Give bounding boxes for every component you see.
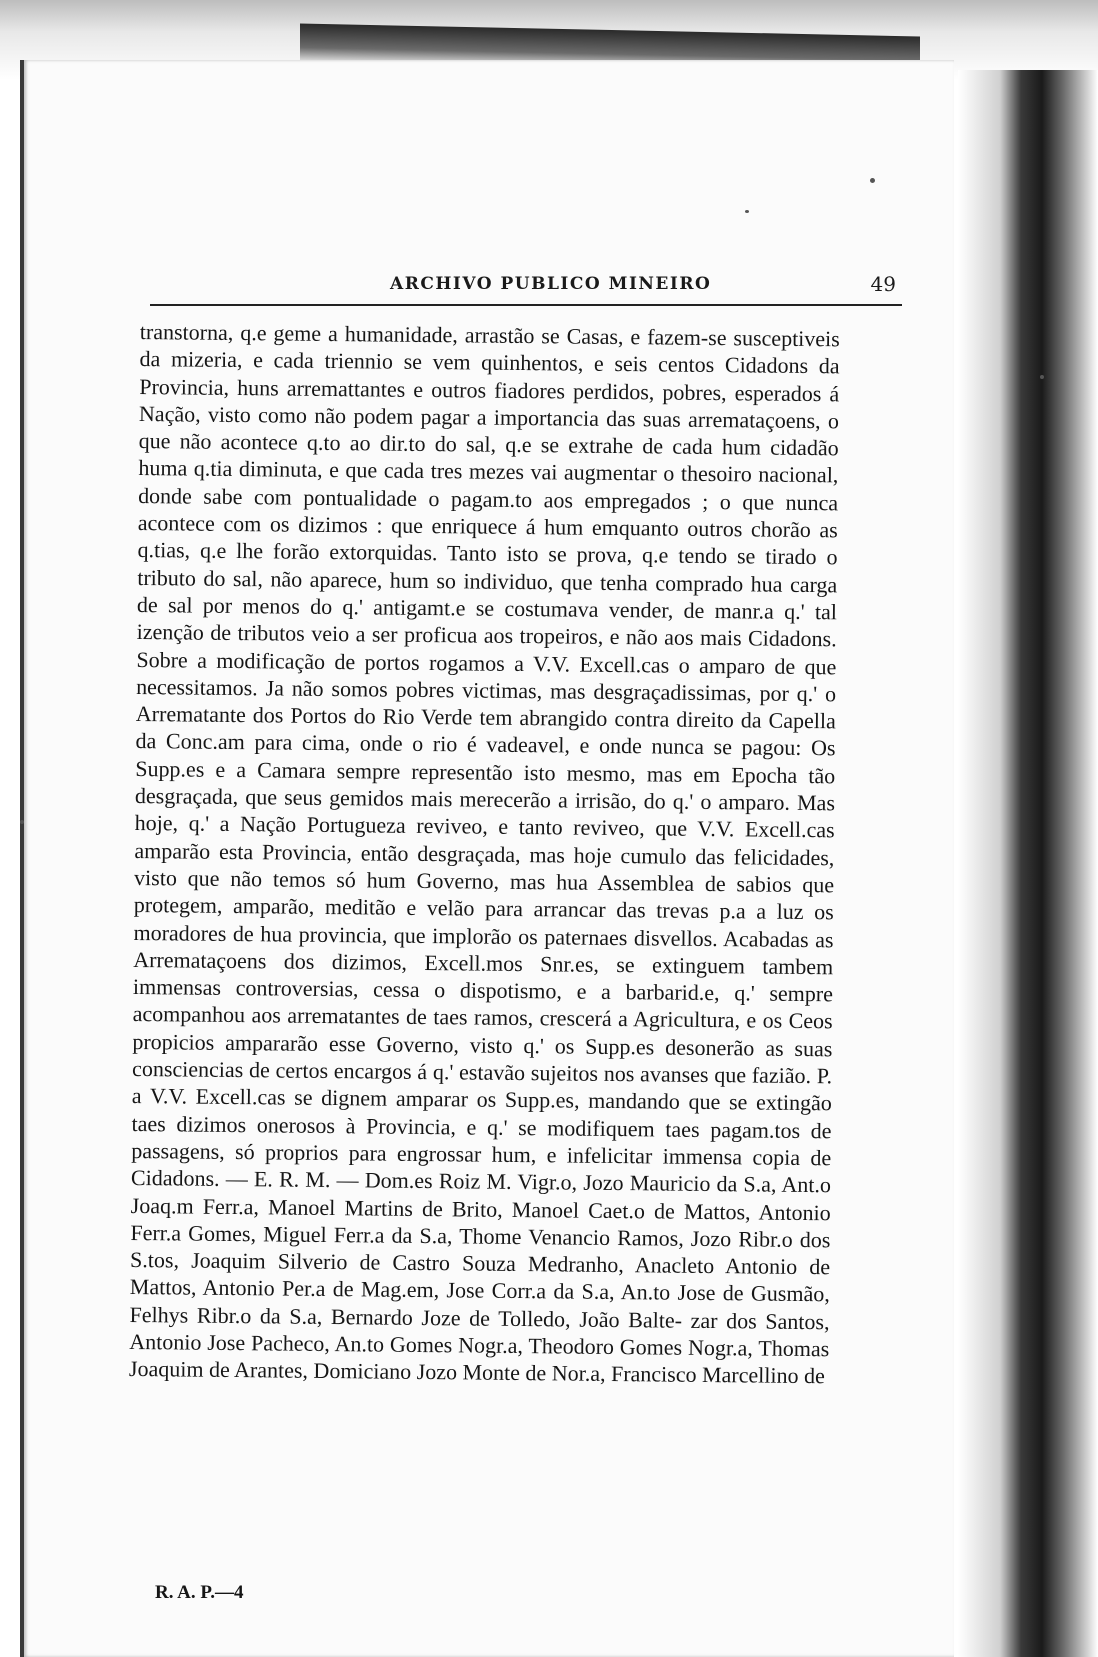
body-paragraph: transtorna, q.e geme a humanidade, arrastão se Casas, e fazem-se susceptiveis da mizeria, e cada triennio se vem quinhentos, e seis centos Cidadons da Provincia, huns arremattantes e outros fiadores perdidos, pobres, esperados á Nação, visto como não podem pagar a importancia das suas arremataçoens, o que não acontece q.to ao dir.to do sal, q.e se extrahe de cada hum cidadão huma q.tia diminuta, e que cada tres mezes vai augmentar o thesoiro nacional, donde sabe com pontualidade o pagam.to aos empregados ; o que nunca acontece com os dizimos : que enriquece á hum emquanto outros chorão as q.tias, q.e lhe forão extorquidas. Tanto isto se prova, q.e tendo se tirado o tributo do sal, não aparece, hum so individuo, que tenha comprado hua carga de sal por menos do q.' antigamt.e se costumava vender, de manr.a q.' tal izenção de tributos veio a ser proficua aos tropeiros, e não aos mais Cidadons. Sobre a modificação de portos rogamos a V.V. Excell.cas o amparo de que necessitamos. Ja não somos pobres victimas, mas desgraçadissimas, por q.' o Arrematante dos Portos do Rio Verde tem abrangido contra direito da Capella da Conc.am para cima, onde o rio é vadeavel, e onde nunca se pagou: Os Supp.es e a Camara sempre representão isto mesmo, mas em Epocha tão desgraçada, que seus gemidos mais merecerão a irrisão, do q.' o amparo. Mas hoje, q.' a Nação Portugueza reviveo, e tanto reviveo, que V.V. Excell.cas amparão esta Provincia, então desgraçada, mas hoje cumulo das felicidades, visto que não temos só hum Governo, mas hua Assemblea de sabios que protegem, amparão, meditão e velão para arrancar das trevas p.a a luz os moradores de hua provincia, que implorão os paternaes disvellos. Acabadas as Arremataçoens dos dizimos, Excell.mos Snr.es, se extinguem tambem immensas controversias, cessa o dispotismo, e a barbarid.e, q.' sempre acompanhou aos arrematantes de taes ramos, crescerá a Agricultura, e os Ceos propicios ampararão esse Governo, visto q.' os Supp.es desonerão as suas consciencias de certos encargos á q.' estavão sujeitos nos avanses que fazião. P. a V.V. Excell.cas se dignem amparar os Supp.es, mandando que se extingão taes dizimos onerosos à Provincia, e q.' se modifiquem taes pagam.tos de passagens, só proprios para engrossar hum, e infelicitar immensa copia de Cidadons. — E. R. M. — Dom.es Roiz M. Vigr.o, Jozo Mauricio da S.a, Ant.o Joaq.m Ferr.a, Manoel Martins de Brito, Manoel Caet.o de Mattos, Antonio Ferr.a Gomes, Miguel Ferr.a da S.a, Thome Venancio Ramos, Jozo Ribr.o dos S.tos, Joaquim Silverio de Castro Souza Medranho, Anacleto Antonio de Mattos, Antonio Per.a de Mag.em, Jose Corr.a da S.a, An.to Jose de Gusmão, Felhys Ribr.o da S.a, Bernardo Joze de Tolledo, João Balte- zar dos Santos, Antonio Jose Pacheco, An.to Gomes Nogr.a, Theodoro Gomes Nogr.a, Thomas Joaquim de Arantes, Domiciano Jozo Monte de Nor.a, Francisco Marcellino de [128,318,840,1389]
scan-speck [745,210,749,213]
book-spine-edge [958,70,1098,1657]
running-header [150,270,902,306]
running-title: ARCHIVO PUBLICO MINEIRO [390,274,712,294]
scan-speck [1040,375,1044,379]
scan-speck [20,820,24,824]
signature-mark: R. A. P.—4 [155,1582,244,1603]
scan-speck [870,178,875,183]
page-number: 49 [870,272,896,296]
